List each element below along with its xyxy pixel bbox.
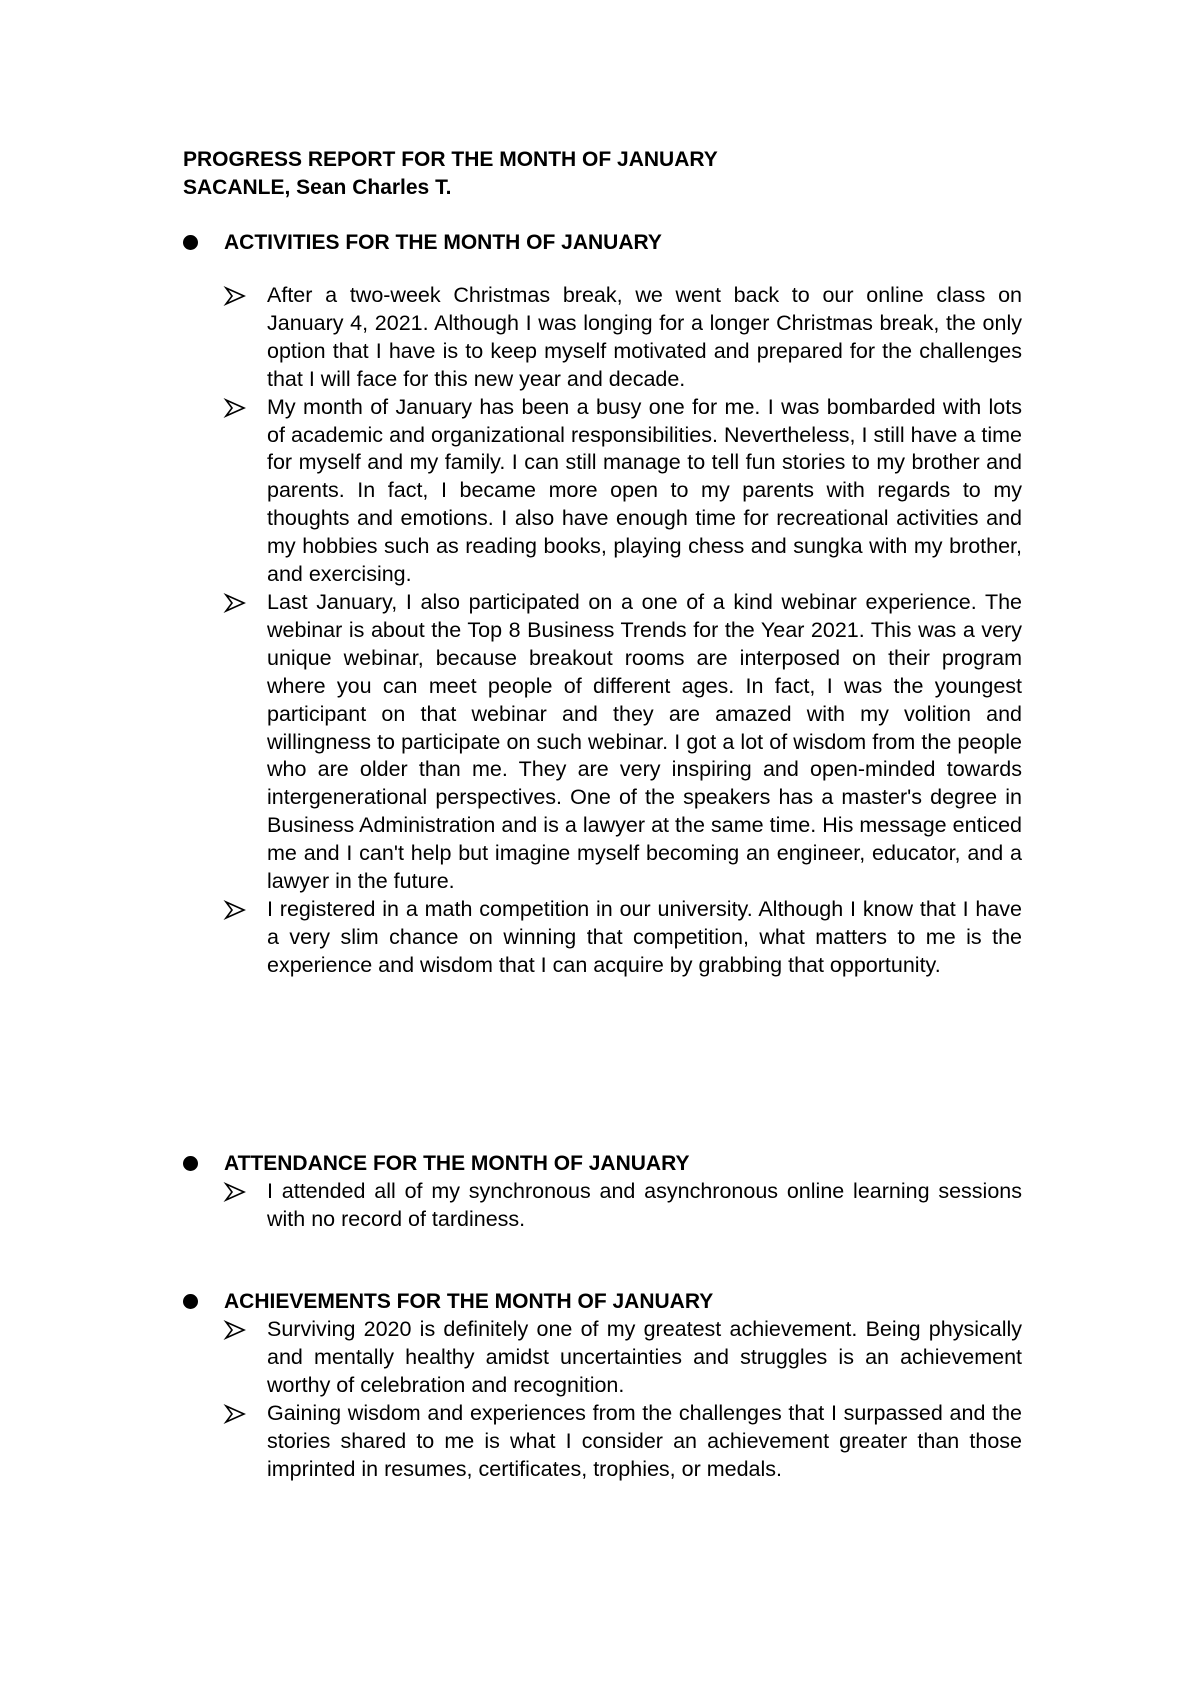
section-achievements (183, 1288, 1023, 1483)
section-activities (183, 229, 1023, 980)
arrow-bullet-icon (223, 396, 247, 420)
list-item (183, 1400, 1023, 1484)
item-text: Gaining wisdom and experiences from the challenges that I surpassed and the stories shared to me is what I consider an achievement greater than those imprinted in resumes, certificates, trophies, or medals. (267, 1400, 1022, 1481)
section-attendance (183, 1150, 1023, 1234)
section-header (183, 229, 1023, 257)
item-text: Surviving 2020 is definitely one of my greatest achievement. Being physically and mentally healthy amidst uncertainties and struggles is an achievement worthy of celebration and recognition. (267, 1317, 1022, 1397)
list-item (183, 589, 1023, 896)
section-title: ACTIVITIES FOR THE MONTH OF JANUARY (224, 231, 662, 254)
section-header (183, 1150, 1023, 1178)
section-title: ATTENDANCE FOR THE MONTH OF JANUARY (224, 1152, 690, 1175)
list-item (183, 282, 1023, 394)
arrow-bullet-icon (223, 898, 247, 922)
list-item (183, 1316, 1023, 1400)
arrow-bullet-icon (223, 1318, 247, 1342)
section-header (183, 1288, 1023, 1316)
arrow-bullet-icon (223, 591, 247, 615)
section-title: ACHIEVEMENTS FOR THE MONTH OF JANUARY (224, 1290, 714, 1313)
list-item (183, 394, 1023, 589)
item-list (183, 282, 1023, 980)
arrow-bullet-icon (223, 1180, 247, 1204)
item-text: After a two-week Christmas break, we went back to our online class on January 4, 2021. Although I was longing for a longer Christmas break, the only option that I have is to keep myself motivated and prepared for the challenges that I will face for this new year and decade. (267, 283, 1022, 391)
list-item (183, 896, 1023, 980)
item-text: I registered in a math competition in our university. Although I know that I have a very slim chance on winning that competition, what matters to me is the experience and wisdom that I can acquire by grabbing that opportunity. (267, 896, 1022, 977)
arrow-bullet-icon (223, 284, 247, 308)
item-text: My month of January has been a busy one for me. I was bombarded with lots of academic and organizational responsibilities. Nevertheless, I still have a time for myself and my family. I can still manage to tell fun stories to my brother and parents. In fact, I became more open to my parents with regards to my thoughts and emotions. I also have enough time for recreational activities and my hobbies such as reading books, playing chess and sungka with my brother, and exercising. (267, 394, 1022, 587)
item-text: Last January, I also participated on a one of a kind webinar experience. The webinar is about the Top 8 Business Trends for the Year 2021. This was a very unique webinar, because breakout rooms are interposed on their program where you can meet people of different ages. In fact, I was the youngest participant on that webinar and they are amazed with my volition and willingness to participate on such webinar. I got a lot of wisdom from the people who are older than me. They are very inspiring and open-minded towards intergenerational perspectives. One of the speakers has a master's degree in Business Administration and is a lawyer at the same time. His message enticed me and I can't help but imagine myself becoming an engineer, educator, and a lawyer in the future. (267, 589, 1022, 894)
bullet-dot-icon (183, 1294, 198, 1309)
arrow-bullet-icon (223, 1402, 247, 1426)
bullet-dot-icon (183, 1156, 198, 1171)
item-list (183, 1316, 1023, 1483)
bullet-dot-icon (183, 235, 198, 250)
item-list (183, 1178, 1023, 1234)
list-item (183, 1178, 1023, 1234)
item-text: I attended all of my synchronous and asynchronous online learning sessions with no record of tardiness. (267, 1179, 1022, 1231)
author-name: SACANLE, Sean Charles T. (183, 176, 452, 199)
document-title: PROGRESS REPORT FOR THE MONTH OF JANUARY (183, 148, 718, 171)
